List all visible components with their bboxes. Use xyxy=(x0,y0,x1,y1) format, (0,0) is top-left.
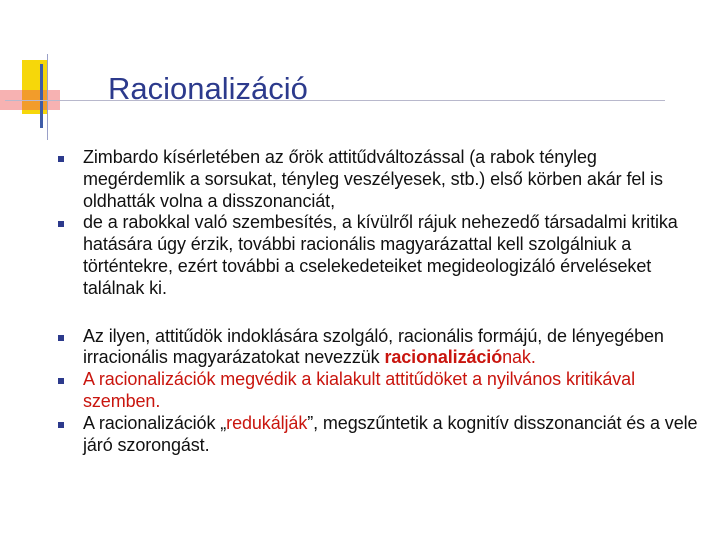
bullet-text: Zimbardo kísérletében az őrök attitűdváltozással (a rabok tényleg megérdemlik a sorsukat, tényleg veszélyesek, stb.) első körben akár fel is oldhatták volna a disszonanciát, xyxy=(83,147,663,211)
highlighted-term: racionalizáció xyxy=(384,347,503,368)
bullet-item-5 xyxy=(58,413,698,457)
bullet-square-icon xyxy=(58,335,64,341)
bullet-item-3 xyxy=(58,326,698,370)
bullet-text: A racionalizációk megvédik a kialakult attitűdöket a nyilvános kritikával szemben. xyxy=(83,369,635,411)
bullet-list xyxy=(58,147,698,456)
bullet-item-4 xyxy=(58,369,698,413)
slide-title: Racionalizáció xyxy=(108,71,308,106)
bullet-text-after: nak. xyxy=(502,347,536,368)
bullet-text-after: ”, megszűntetik a kognitív disszonanciát és a vele járó szorongást. xyxy=(83,412,698,455)
bullet-square-icon xyxy=(58,156,64,162)
decorative-blue-bar xyxy=(40,64,43,128)
bullet-text: de a rabokkal való szembesítés, a kívülről rájuk nehezedő társadalmi kritika hatására úgy érzik, további racionális magyarázattal kell szolgálniuk a történtekre, ezért további a cselekedeteiket megideologizáló érveléseket találnak ki. xyxy=(83,212,678,298)
bullet-text-before: A racionalizációk „ xyxy=(83,412,227,433)
bullet-text-before: Az ilyen, attitűdök indoklására szolgáló, racionális formájú, de lényegében irracionális magyarázatokat nevezzük xyxy=(83,325,664,368)
highlighted-term: redukálják xyxy=(226,412,308,433)
bullet-square-icon xyxy=(58,422,64,428)
bullet-square-icon xyxy=(58,378,64,384)
decorative-vertical-line xyxy=(47,54,48,140)
decorative-horizontal-line xyxy=(5,100,665,101)
bullet-item-2 xyxy=(58,212,698,299)
bullet-item-1 xyxy=(58,147,698,212)
bullet-square-icon xyxy=(58,221,64,227)
